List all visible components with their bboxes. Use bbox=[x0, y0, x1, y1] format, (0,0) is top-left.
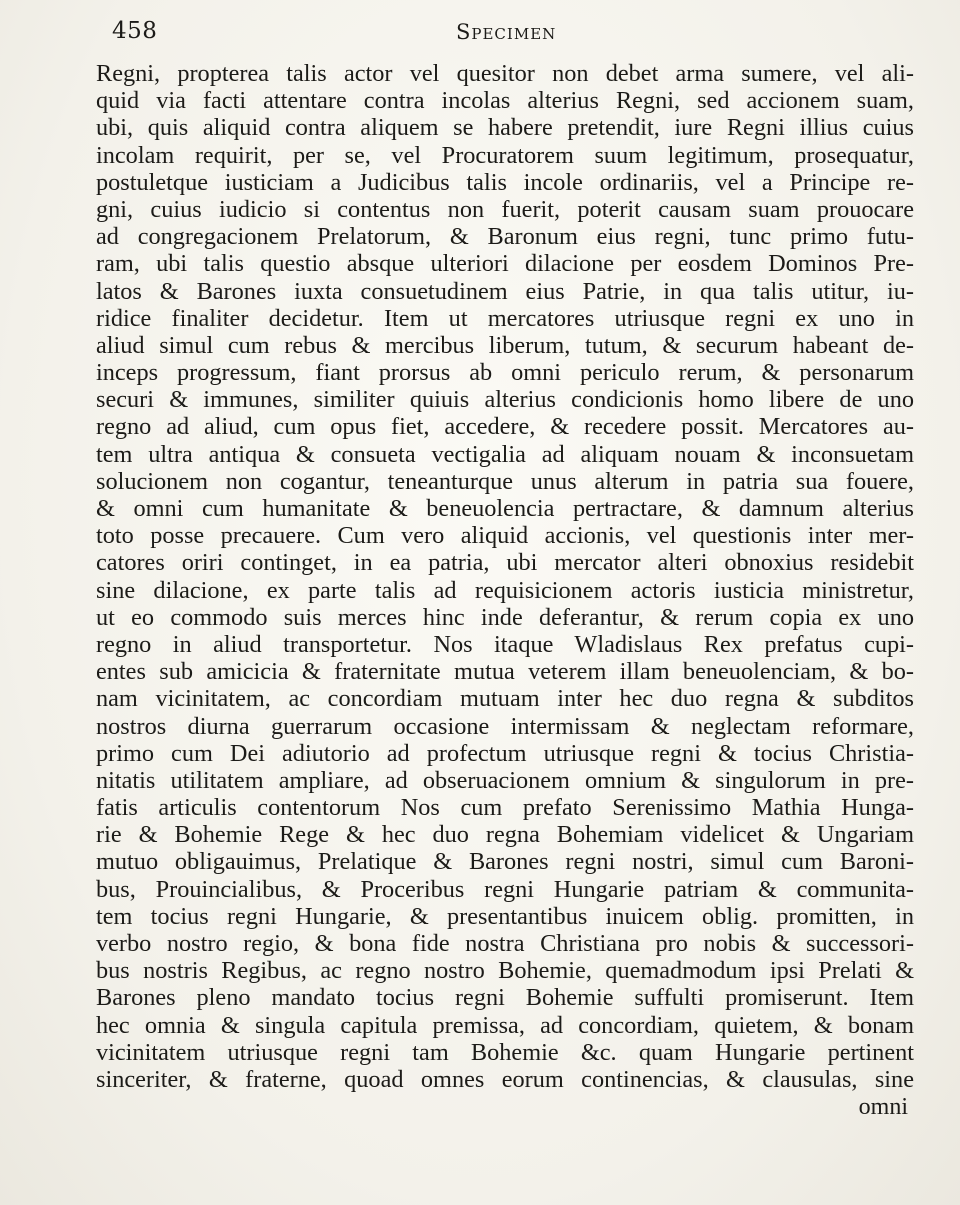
text-line: hec omnia & singula capitula premissa, ad concordiam, quietem, & bonam bbox=[96, 1011, 914, 1039]
text-line: incolam requirit, per se, vel Procuratorem suum legitimum, prosequatur, bbox=[96, 141, 914, 169]
text-line: regno ad aliud, cum opus fiet, accedere, & recedere possit. Mercatores au- bbox=[96, 413, 914, 441]
page-number: 458 bbox=[112, 18, 158, 44]
text-line: ridice finaliter decidetur. Item ut mercatores utriusque regni ex uno in bbox=[96, 304, 914, 332]
text-line: securi & immunes, similiter quiuis alterius condicionis homo libere de uno bbox=[96, 386, 914, 414]
text-line: rie & Bohemie Rege & hec duo regna Bohemiam videlicet & Ungariam bbox=[96, 821, 914, 849]
page-header bbox=[112, 18, 910, 48]
text-line: fatis articulis contentorum Nos cum prefato Serenissimo Mathia Hunga- bbox=[96, 794, 914, 822]
text-line: aliud simul cum rebus & mercibus liberum, tutum, & securum habeant de- bbox=[96, 331, 914, 359]
text-line: sinceriter, & fraterne, quoad omnes eorum continencias, & clausulas, sine bbox=[96, 1065, 914, 1093]
text-line: vicinitatem utriusque regni tam Bohemie &c. quam Hungarie pertinent bbox=[96, 1038, 914, 1066]
text-line: catores oriri continget, in ea patria, ubi mercator alteri obnoxius residebit bbox=[96, 549, 914, 577]
text-line: toto posse precauere. Cum vero aliquid accionis, vel questionis inter mer- bbox=[96, 522, 914, 550]
text-line: ram, ubi talis questio absque ulteriori dilacione per eosdem Dominos Pre- bbox=[96, 250, 914, 278]
text-line: primo cum Dei adiutorio ad profectum utriusque regni & tocius Christia- bbox=[96, 739, 914, 767]
text-line: postuletque iusticiam a Judicibus talis incole ordinariis, vel a Principe re- bbox=[96, 168, 914, 196]
text-line: Barones pleno mandato tocius regni Bohemie suffulti promiserunt. Item bbox=[96, 984, 914, 1012]
text-line: gni, cuius iudicio si contentus non fuerit, poterit causam suam prouocare bbox=[96, 195, 914, 223]
body-text bbox=[96, 60, 914, 1093]
text-line: nam vicinitatem, ac concordiam mutuam inter hec duo regna & subditos bbox=[96, 685, 914, 713]
text-line: ut eo commodo suis merces hinc inde deferantur, & rerum copia ex uno bbox=[96, 603, 914, 631]
text-line: Regni, propterea talis actor vel quesitor non debet arma sumere, vel ali- bbox=[96, 60, 914, 87]
text-line: ubi, quis aliquid contra aliquem se habere pretendit, iure Regni illius cuius bbox=[96, 114, 914, 142]
text-line: mutuo obligauimus, Prelatique & Barones regni nostri, simul cum Baroni- bbox=[96, 848, 914, 876]
text-line: solucionem non cogantur, teneanturque unus alterum in patria sua fouere, bbox=[96, 467, 914, 495]
text-line: nitatis utilitatem ampliare, ad obseruacionem omnium & singulorum in pre- bbox=[96, 766, 914, 794]
text-line: nostros diurna guerrarum occasione intermissam & neglectam reformare, bbox=[96, 712, 914, 740]
text-line: verbo nostro regio, & bona fide nostra Christiana pro nobis & successori- bbox=[96, 930, 914, 957]
text-line: sine dilacione, ex parte talis ad requisicionem actoris iusticia ministretur, bbox=[96, 576, 914, 604]
text-line: bus nostris Regibus, ac regno nostro Bohemie, quemadmodum ipsi Prelati & bbox=[96, 957, 914, 985]
text-line: tem ultra antiqua & consueta vectigalia ad aliquam nouam & inconsuetam bbox=[96, 440, 914, 468]
text-line: entes sub amicicia & fraternitate mutua veterem illam beneuolenciam, & bo- bbox=[96, 658, 914, 686]
text-line: inceps progressum, fiant prorsus ab omni periculo rerum, & personarum bbox=[96, 359, 914, 387]
text-line: bus, Prouincialibus, & Proceribus regni Hungarie patriam & communita- bbox=[96, 875, 914, 903]
text-line: ad congregacionem Prelatorum, & Baronum eius regni, tunc primo futu- bbox=[96, 223, 914, 251]
running-head: Specimen bbox=[456, 20, 557, 44]
text-line: latos & Barones iuxta consuetudinem eius Patrie, in qua talis utitur, iu- bbox=[96, 277, 914, 305]
text-line: quid via facti attentare contra incolas alterius Regni, sed accionem suam, bbox=[96, 87, 914, 115]
catchword: omni bbox=[858, 1094, 908, 1120]
text-line: tem tocius regni Hungarie, & presentantibus inuicem oblig. promitten, in bbox=[96, 902, 914, 930]
text-line: & omni cum humanitate & beneuolencia pertractare, & damnum alterius bbox=[96, 495, 914, 522]
text-line: regno in aliud transportetur. Nos itaque Wladislaus Rex prefatus cupi- bbox=[96, 630, 914, 658]
